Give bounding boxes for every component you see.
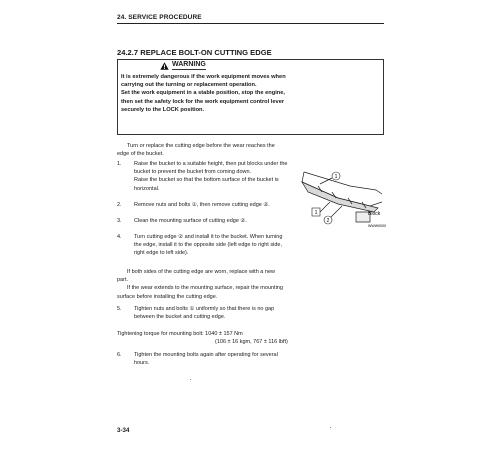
leader-line-3 [330,206,342,218]
scan-speck [330,427,331,428]
torque-line: (106 ± 16 kgm, 767 ± 116 lbft) [215,339,288,346]
step-line: Remove nuts and bolts ①, then remove cutting edge ②. [134,202,270,208]
step-number: 1. [117,161,122,167]
warning-header [160,61,206,70]
step-number: 4. [117,234,122,240]
warning-line: securely to the LOCK position. [121,106,205,113]
intro-line: Turn or replace the cutting edge before the wear reaches the [127,143,275,149]
procedure-title: 24.2.7 REPLACE BOLT-ON CUTTING EDGE [117,48,272,57]
step-number: 6. [117,352,122,358]
cutting-edge-figure [298,168,388,230]
step-line: between the bucket and cutting edge. [134,314,226,321]
step-line: Turn cutting edge ② and install it to the bucket. When turning [134,234,283,240]
warning-text [121,73,381,114]
step-number: 2. [117,202,122,208]
warning-label: WARNING [172,61,206,68]
intro-line: edge of the bucket. [117,151,164,158]
warning-line: Set the work equipment in a stable position, stop the engine, [121,90,286,97]
leader-line-2 [320,202,330,212]
note-line: If the wear extends to the mounting surface, repair the mounting [127,285,283,292]
step-line: right edge to left side). [134,250,189,257]
cutting-edge-blade [302,182,378,212]
callout-label-1: 1 [334,174,338,180]
step-text [134,351,382,367]
step-number: 3. [117,218,122,224]
torque-line: Tightening torque for mounting bolt: 1040 ± 157 Nm [117,331,243,337]
note-line: part. [117,277,129,284]
note-line: surface before installing the cutting edge. [117,293,218,300]
step-text [134,305,382,321]
step-line: Clean the mounting surface of cutting edge ②. [134,218,247,224]
step-line: Tighten nuts and bolts ① uniformly so that there is no gap [134,306,275,312]
block-label: Block [368,211,381,217]
step-line: Tighten the mounting bolts again after operating for several [134,352,278,358]
step-6 [117,351,382,368]
note-paragraph [117,268,302,301]
step-text [134,233,302,258]
step-4 [117,233,302,259]
warning-line: then set the safety lock for the work equipment control lever [121,98,285,105]
warning-triangle-icon [160,62,169,70]
callout-label-2: 2 [326,218,330,224]
step-line: horizontal. [134,185,160,192]
scan-speck [190,379,191,380]
section-header: 24. SERVICE PROCEDURE [117,14,202,21]
figure-code: WWW0000 [368,224,387,228]
torque-spec [117,330,384,346]
callout-label-1b: 1 [314,210,318,216]
step-5 [117,305,382,322]
intro-paragraph [117,142,384,158]
step-line: Raise the bucket to a suitable height, then put blocks under the [134,161,288,167]
step-line: hours. [134,360,150,367]
step-number: 5. [117,306,122,312]
warning-line: carrying out the turning or replacement operation. [121,82,257,89]
page-number: 3-34 [117,427,130,434]
step-line: bucket to prevent the bucket from coming down. [134,169,252,176]
step-line: Raise the bucket so that the bottom surface of the bucket is [134,177,279,184]
note-line: If both sides of the cutting edge are worn, replace with a new [127,269,275,275]
header-rule [117,23,384,24]
warning-line: It is extremely dangerous if the work equipment moves when [121,74,286,80]
step-line: the edge, install it to the opposite side (left edge to right side, [134,242,282,249]
